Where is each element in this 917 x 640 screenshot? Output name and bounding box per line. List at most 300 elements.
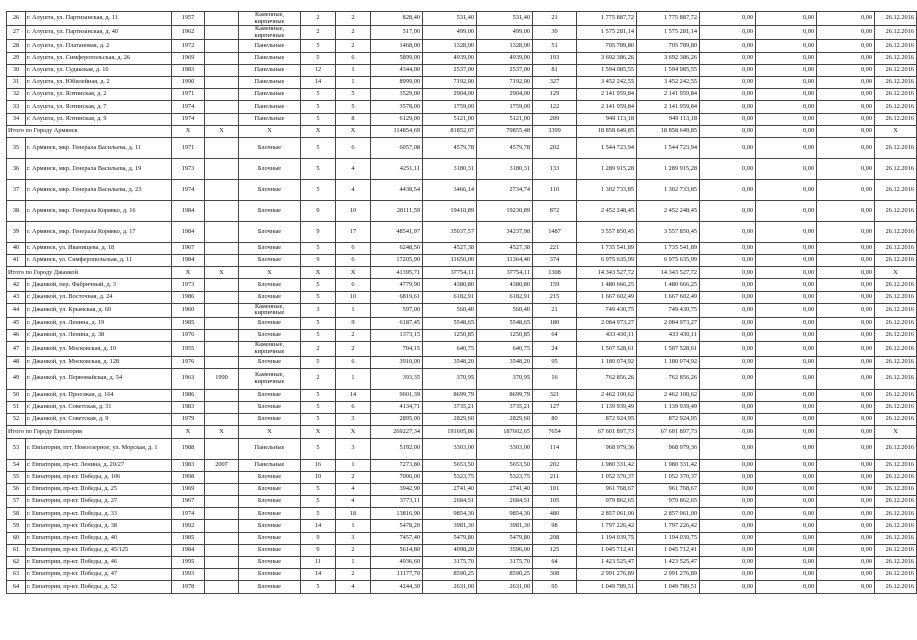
cell-entrances: X bbox=[336, 125, 371, 137]
table-row bbox=[7, 12, 917, 26]
cell-cost-a: 0,00 bbox=[700, 401, 756, 413]
cell-residential-area: 1759,00 bbox=[477, 101, 533, 113]
cell-wall-material: X bbox=[239, 125, 301, 137]
cell-cost-c: 0,00 bbox=[817, 255, 875, 267]
cell-floors: 5 bbox=[301, 137, 336, 158]
cell-address: г. Евпатория, пр-кт. Победы, д. 40 bbox=[26, 532, 172, 544]
cell-renovation-year bbox=[205, 64, 239, 76]
cell-living-area: 2631,00 bbox=[423, 581, 477, 593]
cell-residential-area: 19230,89 bbox=[477, 200, 533, 221]
table-row bbox=[7, 200, 917, 221]
cell-cost-c: 0,00 bbox=[817, 356, 875, 368]
cell-total-area: 3578,00 bbox=[371, 101, 423, 113]
cell-plan-date: 26.12.2016 bbox=[875, 508, 917, 520]
cell-total-area: 4344,00 bbox=[371, 64, 423, 76]
cell-floors: 9 bbox=[301, 544, 336, 556]
cell-total-area: 48541,97 bbox=[371, 221, 423, 242]
subtotal-row bbox=[7, 125, 917, 137]
cell-build-year: 1995 bbox=[172, 557, 205, 569]
table-row bbox=[7, 137, 917, 158]
cell-regional-cost: 3 452 242,55 bbox=[637, 76, 700, 88]
cell-cost-a: 0,00 bbox=[700, 158, 756, 179]
cell-cost-c: 0,00 bbox=[817, 496, 875, 508]
cell-address: г. Джанкой, ул. Советская, д. 9 bbox=[26, 414, 172, 426]
cell-build-year: 1984 bbox=[172, 200, 205, 221]
cell-regional-cost: 1 423 525,47 bbox=[637, 557, 700, 569]
cell-address: г. Евпатория, пр-кт. Победы, д. 33 bbox=[26, 508, 172, 520]
cell-cost-b: 0,00 bbox=[756, 581, 817, 593]
cell-plan-date: 26.12.2016 bbox=[875, 318, 917, 330]
cell-total-cost: 968 979,36 bbox=[577, 438, 637, 459]
cell-cost-b: 0,00 bbox=[756, 496, 817, 508]
cell-residents: 159 bbox=[533, 279, 577, 291]
cell-cost-b: 0,00 bbox=[756, 414, 817, 426]
cell-cost-a: 0,00 bbox=[700, 496, 756, 508]
cell-cost-b: 0,00 bbox=[756, 76, 817, 88]
cell-regional-cost: 2 857 061,00 bbox=[637, 508, 700, 520]
cell-wall-material: Блочные bbox=[239, 242, 301, 254]
cell-total-cost: 979 862,65 bbox=[577, 496, 637, 508]
cell-row-number: 49 bbox=[7, 368, 26, 389]
cell-build-year: 1979 bbox=[172, 414, 205, 426]
cell-cost-c: 0,00 bbox=[817, 26, 875, 40]
cell-build-year: 1976 bbox=[172, 356, 205, 368]
cell-living-area: 5548,65 bbox=[423, 318, 477, 330]
cell-address: г. Алушта, ул. Ялтинская, д. 2 bbox=[26, 89, 172, 101]
cell-address: г. Алушта, ул. Ялтинская, д. 7 bbox=[26, 101, 172, 113]
cell-wall-material: Каменные, кирпичные bbox=[239, 12, 301, 26]
cell-renovation-year: 2007 bbox=[205, 459, 239, 471]
cell-cost-a: 0,00 bbox=[700, 414, 756, 426]
cell-build-year: 1967 bbox=[172, 496, 205, 508]
cell-renovation-year: X bbox=[205, 267, 239, 279]
cell-wall-material: X bbox=[239, 426, 301, 438]
cell-plan-date: 26.12.2016 bbox=[875, 113, 917, 125]
cell-cost-c: 0,00 bbox=[817, 179, 875, 200]
cell-residential-area: 7192,00 bbox=[477, 76, 533, 88]
cell-cost-c: 0,00 bbox=[817, 438, 875, 459]
cell-floors: X bbox=[301, 426, 336, 438]
cell-floors: 3 bbox=[301, 303, 336, 317]
cell-row-number: 51 bbox=[7, 401, 26, 413]
cell-plan-date: 26.12.2016 bbox=[875, 569, 917, 581]
cell-renovation-year bbox=[205, 557, 239, 569]
cell-total-area: 3910,00 bbox=[371, 356, 423, 368]
cell-total-area: 7000,00 bbox=[371, 471, 423, 483]
subtotal-row bbox=[7, 267, 917, 279]
cell-total-cost: 1 289 915,28 bbox=[577, 158, 637, 179]
cell-floors: 14 bbox=[301, 569, 336, 581]
cell-cost-b: 0,00 bbox=[756, 557, 817, 569]
cell-cost-a: 0,00 bbox=[700, 544, 756, 556]
cell-residential-area: 5653,50 bbox=[477, 459, 533, 471]
cell-cost-c: 0,00 bbox=[817, 200, 875, 221]
cell-residential-area: 5323,75 bbox=[477, 471, 533, 483]
cell-floors: 5 bbox=[301, 496, 336, 508]
cell-total-cost: 3 692 386,26 bbox=[577, 52, 637, 64]
cell-cost-b: 0,00 bbox=[756, 179, 817, 200]
cell-cost-b: 0,00 bbox=[756, 89, 817, 101]
table-row bbox=[7, 101, 917, 113]
cell-living-area: 5323,75 bbox=[423, 471, 477, 483]
cell-build-year: 1983 bbox=[172, 401, 205, 413]
cell-wall-material: Блочные bbox=[239, 401, 301, 413]
cell-residents: 215 bbox=[533, 291, 577, 303]
cell-cost-c: 0,00 bbox=[817, 89, 875, 101]
cell-entrances: 1 bbox=[336, 520, 371, 532]
cell-wall-material: Панельные bbox=[239, 438, 301, 459]
cell-wall-material: Панельные bbox=[239, 52, 301, 64]
cell-plan-date: 26.12.2016 bbox=[875, 158, 917, 179]
cell-plan-date: 26.12.2016 bbox=[875, 471, 917, 483]
cell-regional-cost: 1 302 733,85 bbox=[637, 179, 700, 200]
cell-residents: 95 bbox=[533, 356, 577, 368]
cell-wall-material: Блочные bbox=[239, 330, 301, 342]
cell-floors: 2 bbox=[301, 12, 336, 26]
table-row bbox=[7, 318, 917, 330]
cell-residential-area: 3303,00 bbox=[477, 438, 533, 459]
cell-residents: 7654 bbox=[533, 426, 577, 438]
cell-cost-c: 0,00 bbox=[817, 52, 875, 64]
cell-cost-c: 0,00 bbox=[817, 368, 875, 389]
cell-total-cost: 1 507 528,61 bbox=[577, 342, 637, 356]
cell-floors: X bbox=[301, 267, 336, 279]
cell-row-number: 41 bbox=[7, 255, 26, 267]
cell-cost-a: 0,00 bbox=[700, 520, 756, 532]
cell-row-number: 35 bbox=[7, 137, 26, 158]
cell-total-cost: 1 575 281,14 bbox=[577, 26, 637, 40]
cell-row-number: 34 bbox=[7, 113, 26, 125]
cell-residential-area: 3175,70 bbox=[477, 557, 533, 569]
cell-renovation-year bbox=[205, 389, 239, 401]
cell-cost-a: 0,00 bbox=[700, 40, 756, 52]
cell-cost-a: 0,00 bbox=[700, 483, 756, 495]
cell-cost-c: 0,00 bbox=[817, 557, 875, 569]
cell-total-cost: 1 180 074,92 bbox=[577, 356, 637, 368]
cell-cost-c: 0,00 bbox=[817, 267, 875, 279]
cell-plan-date: 26.12.2016 bbox=[875, 76, 917, 88]
cell-floors: 5 bbox=[301, 483, 336, 495]
cell-wall-material: Панельные bbox=[239, 64, 301, 76]
cell-total-area: 269227,34 bbox=[371, 426, 423, 438]
cell-wall-material: Каменные, кирпичные bbox=[239, 368, 301, 389]
cell-residents: 1308 bbox=[533, 267, 577, 279]
cell-renovation-year bbox=[205, 483, 239, 495]
cell-total-cost: 1 139 939,49 bbox=[577, 401, 637, 413]
cell-entrances: 6 bbox=[336, 356, 371, 368]
cell-entrances: 4 bbox=[336, 179, 371, 200]
cell-renovation-year bbox=[205, 12, 239, 26]
cell-cost-c: 0,00 bbox=[817, 291, 875, 303]
cell-total-cost: 1 775 887,72 bbox=[577, 12, 637, 26]
cell-residents: 95 bbox=[533, 581, 577, 593]
cell-total-area: 4779,90 bbox=[371, 279, 423, 291]
cell-cost-a: 0,00 bbox=[700, 426, 756, 438]
cell-entrances: 1 bbox=[336, 557, 371, 569]
cell-cost-c: 0,00 bbox=[817, 318, 875, 330]
cell-residential-area: 2734,74 bbox=[477, 179, 533, 200]
cell-cost-c: 0,00 bbox=[817, 414, 875, 426]
cell-entrances: 4 bbox=[336, 483, 371, 495]
cell-total-area: 4244,30 bbox=[371, 581, 423, 593]
cell-plan-date: 26.12.2016 bbox=[875, 459, 917, 471]
cell-cost-c: 0,00 bbox=[817, 471, 875, 483]
cell-total-cost: 1 052 370,37 bbox=[577, 471, 637, 483]
cell-total-cost: 3 557 850,45 bbox=[577, 221, 637, 242]
cell-plan-date: 26.12.2016 bbox=[875, 330, 917, 342]
cell-cost-b: 0,00 bbox=[756, 401, 817, 413]
cell-row-number: 39 bbox=[7, 221, 26, 242]
cell-total-cost: 1 544 723,94 bbox=[577, 137, 637, 158]
cell-residents: 21 bbox=[533, 303, 577, 317]
cell-renovation-year bbox=[205, 113, 239, 125]
cell-living-area: 3735,21 bbox=[423, 401, 477, 413]
cell-cost-b: 0,00 bbox=[756, 291, 817, 303]
cell-wall-material: Блочные bbox=[239, 532, 301, 544]
cell-row-number: 28 bbox=[7, 40, 26, 52]
cell-total-area: 4438,54 bbox=[371, 179, 423, 200]
cell-wall-material: Блочные bbox=[239, 508, 301, 520]
cell-total-area: 3529,00 bbox=[371, 89, 423, 101]
cell-plan-date: 26.12.2016 bbox=[875, 242, 917, 254]
cell-regional-cost: 6 975 635,99 bbox=[637, 255, 700, 267]
cell-entrances: 3 bbox=[336, 438, 371, 459]
cell-residential-area: 2684,51 bbox=[477, 496, 533, 508]
cell-renovation-year bbox=[205, 496, 239, 508]
cell-wall-material: Блочные bbox=[239, 356, 301, 368]
cell-address: Итого по Городу Армянск bbox=[7, 125, 172, 137]
cell-build-year: 1974 bbox=[172, 113, 205, 125]
cell-residents: 3399 bbox=[533, 125, 577, 137]
cell-address: Итого по Городу Евпатория bbox=[7, 426, 172, 438]
cell-floors: 2 bbox=[301, 26, 336, 40]
cell-plan-date: X bbox=[875, 125, 917, 137]
cell-address: г. Евпатория, пр-кт. Победы, д. 45/125 bbox=[26, 544, 172, 556]
cell-address: г. Алушта, ул. Симферопольская, д. 26 bbox=[26, 52, 172, 64]
cell-living-area: 2829,60 bbox=[423, 414, 477, 426]
table-row bbox=[7, 356, 917, 368]
table-row bbox=[7, 242, 917, 254]
cell-total-area: 4134,71 bbox=[371, 401, 423, 413]
cell-plan-date: 26.12.2016 bbox=[875, 520, 917, 532]
cell-residential-area: 3735,21 bbox=[477, 401, 533, 413]
table-row bbox=[7, 291, 917, 303]
cell-regional-cost: 949 113,18 bbox=[637, 113, 700, 125]
cell-floors: 5 bbox=[301, 401, 336, 413]
cell-row-number: 50 bbox=[7, 389, 26, 401]
cell-residents: 211 bbox=[533, 471, 577, 483]
cell-entrances: 6 bbox=[336, 242, 371, 254]
cell-entrances: 4 bbox=[336, 581, 371, 593]
cell-build-year: 1973 bbox=[172, 279, 205, 291]
cell-plan-date: 26.12.2016 bbox=[875, 26, 917, 40]
cell-cost-a: 0,00 bbox=[700, 368, 756, 389]
cell-cost-a: 0,00 bbox=[700, 459, 756, 471]
cell-residential-area: 6182,91 bbox=[477, 291, 533, 303]
cell-living-area: 3548,20 bbox=[423, 356, 477, 368]
cell-renovation-year bbox=[205, 342, 239, 356]
cell-cost-c: 0,00 bbox=[817, 12, 875, 26]
cell-renovation-year bbox=[205, 414, 239, 426]
cell-cost-a: 0,00 bbox=[700, 179, 756, 200]
cell-cost-a: 0,00 bbox=[700, 255, 756, 267]
cell-build-year: 1984 bbox=[172, 544, 205, 556]
cell-residents: 202 bbox=[533, 459, 577, 471]
cell-address: г. Джанкой, ул. Ленина, д. 38 bbox=[26, 330, 172, 342]
cell-living-area: 6182,91 bbox=[423, 291, 477, 303]
table-row bbox=[7, 255, 917, 267]
cell-total-cost: 67 601 897,73 bbox=[577, 426, 637, 438]
cell-regional-cost: 3 557 850,45 bbox=[637, 221, 700, 242]
table-row bbox=[7, 471, 917, 483]
cell-row-number: 64 bbox=[7, 581, 26, 593]
cell-total-cost: 1 194 039,75 bbox=[577, 532, 637, 544]
cell-floors: 14 bbox=[301, 76, 336, 88]
cell-build-year: X bbox=[172, 125, 205, 137]
cell-cost-c: 0,00 bbox=[817, 101, 875, 113]
table-row bbox=[7, 64, 917, 76]
cell-address: г. Армянск, мкр. Генерала Корявко, д. 16 bbox=[26, 200, 172, 221]
cell-plan-date: 26.12.2016 bbox=[875, 368, 917, 389]
cell-regional-cost: 1 052 370,37 bbox=[637, 471, 700, 483]
cell-total-cost: 1 045 712,41 bbox=[577, 544, 637, 556]
cell-total-cost: 2 141 959,84 bbox=[577, 89, 637, 101]
cell-total-cost: 872 924,95 bbox=[577, 414, 637, 426]
housing-register-table bbox=[6, 11, 917, 594]
cell-address: г. Евпатория, пр-кт. Победы, д. 52 bbox=[26, 581, 172, 593]
cell-row-number: 32 bbox=[7, 89, 26, 101]
cell-address: г. Алушта, ул. Ялтинская, д. 9 bbox=[26, 113, 172, 125]
cell-row-number: 31 bbox=[7, 76, 26, 88]
cell-living-area: 531,40 bbox=[423, 12, 477, 26]
cell-plan-date: 26.12.2016 bbox=[875, 544, 917, 556]
cell-residents: 51 bbox=[533, 40, 577, 52]
cell-entrances: 6 bbox=[336, 255, 371, 267]
table-row bbox=[7, 221, 917, 242]
cell-cost-a: 0,00 bbox=[700, 137, 756, 158]
cell-address: г. Джанкой, ул. Первомайская, д. 54 bbox=[26, 368, 172, 389]
cell-cost-b: 0,00 bbox=[756, 356, 817, 368]
cell-total-cost: 1 667 602,49 bbox=[577, 291, 637, 303]
cell-living-area: 4579,78 bbox=[423, 137, 477, 158]
cell-entrances: 14 bbox=[336, 389, 371, 401]
cell-living-area: 370,95 bbox=[423, 368, 477, 389]
cell-total-area: 6248,50 bbox=[371, 242, 423, 254]
cell-residents: 81 bbox=[533, 64, 577, 76]
cell-residents: 308 bbox=[533, 569, 577, 581]
cell-floors: 5 bbox=[301, 389, 336, 401]
cell-row-number: 44 bbox=[7, 303, 26, 317]
cell-regional-cost: 67 601 897,73 bbox=[637, 426, 700, 438]
cell-cost-b: 0,00 bbox=[756, 137, 817, 158]
cell-entrances: X bbox=[336, 426, 371, 438]
cell-cost-b: 0,00 bbox=[756, 242, 817, 254]
cell-living-area: 8699,79 bbox=[423, 389, 477, 401]
cell-renovation-year: 1990 bbox=[205, 368, 239, 389]
cell-total-area: 6057,08 bbox=[371, 137, 423, 158]
cell-address: г. Джанкой, ул. Проезжая, д. 164 bbox=[26, 389, 172, 401]
cell-entrances: 4 bbox=[336, 496, 371, 508]
cell-plan-date: 26.12.2016 bbox=[875, 279, 917, 291]
cell-wall-material: Блочные bbox=[239, 544, 301, 556]
cell-row-number: 30 bbox=[7, 64, 26, 76]
table-row bbox=[7, 389, 917, 401]
cell-renovation-year bbox=[205, 318, 239, 330]
cell-wall-material: Блочные bbox=[239, 581, 301, 593]
cell-residential-area: 560,40 bbox=[477, 303, 533, 317]
cell-cost-a: 0,00 bbox=[700, 581, 756, 593]
cell-regional-cost: 433 430,11 bbox=[637, 330, 700, 342]
cell-total-cost: 1 049 789,51 bbox=[577, 581, 637, 593]
cell-cost-c: 0,00 bbox=[817, 520, 875, 532]
cell-residents: 21 bbox=[533, 12, 577, 26]
cell-entrances: 10 bbox=[336, 200, 371, 221]
cell-build-year: 1976 bbox=[172, 330, 205, 342]
cell-plan-date: 26.12.2016 bbox=[875, 200, 917, 221]
cell-cost-a: 0,00 bbox=[700, 242, 756, 254]
cell-regional-cost: 968 979,36 bbox=[637, 438, 700, 459]
cell-total-area: 704,15 bbox=[371, 342, 423, 356]
cell-build-year: 1974 bbox=[172, 101, 205, 113]
cell-total-area: 7457,40 bbox=[371, 532, 423, 544]
cell-row-number: 29 bbox=[7, 52, 26, 64]
cell-cost-b: 0,00 bbox=[756, 330, 817, 342]
cell-cost-a: 0,00 bbox=[700, 569, 756, 581]
cell-wall-material: Панельные bbox=[239, 101, 301, 113]
cell-wall-material: Блочные bbox=[239, 158, 301, 179]
table-row bbox=[7, 89, 917, 101]
cell-cost-a: 0,00 bbox=[700, 532, 756, 544]
cell-renovation-year bbox=[205, 101, 239, 113]
cell-wall-material: X bbox=[239, 267, 301, 279]
cell-plan-date: 26.12.2016 bbox=[875, 52, 917, 64]
cell-residential-area: 8699,79 bbox=[477, 389, 533, 401]
cell-regional-cost: 2 084 973,27 bbox=[637, 318, 700, 330]
cell-row-number: 38 bbox=[7, 200, 26, 221]
cell-cost-a: 0,00 bbox=[700, 471, 756, 483]
cell-residents: 24 bbox=[533, 342, 577, 356]
cell-cost-b: 0,00 bbox=[756, 64, 817, 76]
cell-wall-material: Блочные bbox=[239, 279, 301, 291]
cell-entrances: 6 bbox=[336, 137, 371, 158]
cell-floors: 5 bbox=[301, 101, 336, 113]
cell-renovation-year bbox=[205, 581, 239, 593]
cell-total-area: 517,00 bbox=[371, 26, 423, 40]
cell-regional-cost: 2 141 959,84 bbox=[637, 89, 700, 101]
cell-renovation-year bbox=[205, 330, 239, 342]
cell-entrances: 2 bbox=[336, 544, 371, 556]
cell-cost-c: 0,00 bbox=[817, 401, 875, 413]
cell-residents: 221 bbox=[533, 242, 577, 254]
cell-cost-c: 0,00 bbox=[817, 221, 875, 242]
cell-address: г. Армянск, мкр. Генерала Васильева, д. 19 bbox=[26, 158, 172, 179]
table-row bbox=[7, 113, 917, 125]
cell-address: г. Армянск, ул. Иванищева, д. 18 bbox=[26, 242, 172, 254]
cell-cost-a: 0,00 bbox=[700, 279, 756, 291]
cell-entrances: 4 bbox=[336, 158, 371, 179]
cell-entrances: 6 bbox=[336, 52, 371, 64]
cell-plan-date: 26.12.2016 bbox=[875, 414, 917, 426]
cell-total-area: 2895,00 bbox=[371, 414, 423, 426]
cell-regional-cost: 1 667 602,49 bbox=[637, 291, 700, 303]
cell-renovation-year bbox=[205, 401, 239, 413]
cell-cost-b: 0,00 bbox=[756, 303, 817, 317]
cell-total-cost: 3 452 242,55 bbox=[577, 76, 637, 88]
cell-residents: 80 bbox=[533, 414, 577, 426]
cell-residents: 327 bbox=[533, 76, 577, 88]
cell-wall-material: Блочные bbox=[239, 200, 301, 221]
cell-total-area: 6187,45 bbox=[371, 318, 423, 330]
